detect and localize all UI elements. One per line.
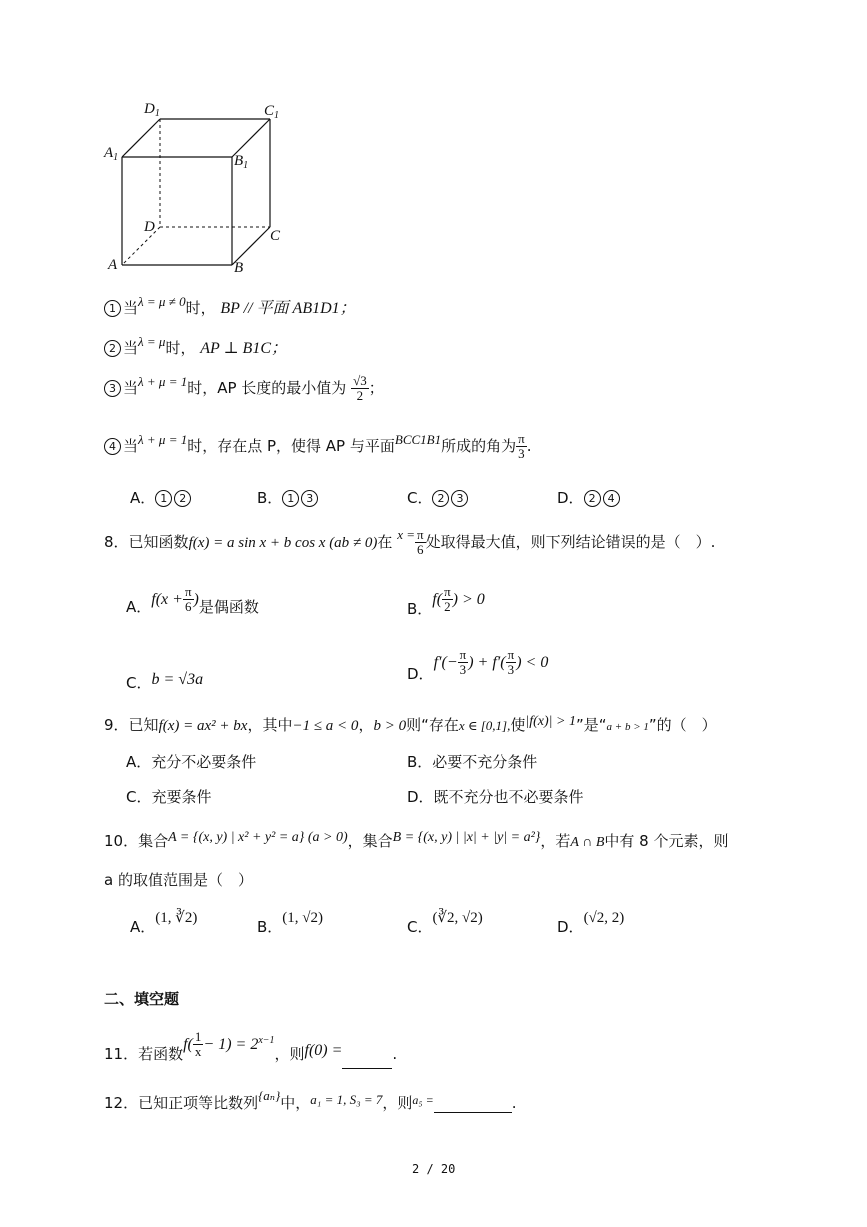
q10-choice-b[interactable]: B．(1, √2) — [257, 910, 324, 936]
q9-choice-b[interactable]: B．必要不充分条件 — [407, 753, 538, 771]
vertex-c-label: C — [270, 228, 281, 244]
vertex-d-label: D — [144, 219, 155, 235]
fraction: $\frac{\pi}{2}$ — [444, 584, 451, 614]
q7-choice-d[interactable]: D． 2 4 — [557, 487, 622, 508]
q10-stem: 10．集合A = {(x, y) | x² + y² = a} (a > 0)，集合B = {(x, y) | |x| + |y| = a²}，若A ∩ B中有 8 个元素，则 — [104, 830, 729, 850]
q9-choice-c[interactable]: C．充要条件 — [126, 788, 212, 806]
fraction: $\frac{\pi}{3}$ — [507, 647, 515, 677]
page-number: 2 / 20 — [412, 1162, 456, 1176]
fraction: $\frac{\pi}{3}$ — [518, 431, 525, 461]
q9-stem: 9．已知f(x) = ax² + bx，其中−1 ≤ a < 0，b > 0则“存在x ∈ [0,1],使|f(x)| > 1”是“a + b > 1”的（ ） — [104, 714, 717, 734]
q12-stem: 12．已知正项等比数列{aₙ}中，a₁ = 1, S₃ = 7，则$^{a_5 =}$ . — [104, 1088, 517, 1112]
q8-choice-c[interactable]: C．b = √3a — [126, 671, 204, 692]
q7-choice-a[interactable]: A． 1 2 — [130, 487, 193, 508]
q7-option-2: 2 当λ = μ时， AP ⊥ B1C； — [104, 335, 287, 358]
vertex-a-label: A — [108, 257, 118, 273]
vertex-a1-label: $A_1$ — [104, 145, 119, 163]
answer-blank-q12[interactable] — [434, 1096, 512, 1113]
q10-choice-a[interactable]: A．(1, ∛2) — [130, 910, 198, 936]
cube-figure — [100, 95, 300, 285]
q7-option-1: 1 当λ = μ ≠ 0时， BP // 平面 AB1D1； — [104, 295, 356, 318]
q8-stem: 8．已知函数f(x) = a sin x + b cos x (ab ≠ 0)在 x = $\frac{\pi}{6}$ 处取得最大值，则下列结论错误的是（ ）. — [104, 527, 716, 557]
q7-option-4: 4 当λ + μ = 1时，存在点 P，使得 AP 与平面BCC1B1所成的角为 $\frac{\pi}{3}$ . — [104, 432, 532, 461]
vertex-c1-label: $C_1$ — [264, 103, 280, 121]
q7-option-3: 3 当λ + μ = 1时，AP 长度的最小值为 $\frac{√3}{2}$ ； — [104, 374, 384, 403]
fraction: $\frac{\pi}{6}$ — [417, 527, 424, 557]
q7-choice-c[interactable]: C． 2 3 — [407, 487, 470, 508]
q11-stem: 11．若函数f( $\frac{1}{x}$ − $1) = 2^{x-1}$，则f(0) = . — [104, 1030, 397, 1059]
fraction: $\frac{1}{x}$ — [194, 1029, 202, 1059]
q9-choice-a[interactable]: A．充分不必要条件 — [126, 753, 257, 771]
fraction: $\frac{\pi}{6}$ — [184, 584, 192, 614]
answer-blank-q11[interactable] — [342, 1052, 392, 1069]
vertex-b1-label: $B_1$ — [234, 153, 249, 171]
vertex-d1-label: $D_1$ — [144, 101, 160, 119]
q10-choice-d[interactable]: D．(√2, 2) — [557, 910, 625, 936]
q8-choice-d[interactable]: D．f′(− $\frac{\pi}{3}$ ) + f′( $\frac{\pi}{3}$ ) < 0 — [407, 647, 549, 683]
option-number-circle: 4 — [104, 438, 121, 455]
q8-choice-b[interactable]: B．f( $\frac{\pi}{2}$ ) > 0 — [407, 584, 485, 618]
fraction: $\frac{√3}{2}$ — [353, 373, 367, 403]
q9-choice-d[interactable]: D．既不充分也不必要条件 — [407, 788, 584, 806]
q8-choice-a[interactable]: A．f(x + $\frac{\pi}{6}$ )是偶函数 — [126, 584, 259, 616]
option-number-circle: 3 — [104, 380, 121, 397]
q10-stem-line2: a 的取值范围是（ ） — [104, 871, 253, 889]
option-number-circle: 2 — [104, 340, 121, 357]
vertex-b-label: B — [234, 260, 244, 276]
q10-choice-c[interactable]: C．(∛2, √2) — [407, 910, 483, 936]
q7-choice-b[interactable]: B． 1 3 — [257, 487, 320, 508]
option-number-circle: 1 — [104, 300, 121, 317]
section-heading-fill-in: 二、填空题 — [104, 990, 180, 1008]
fraction: $\frac{\pi}{3}$ — [459, 647, 467, 677]
